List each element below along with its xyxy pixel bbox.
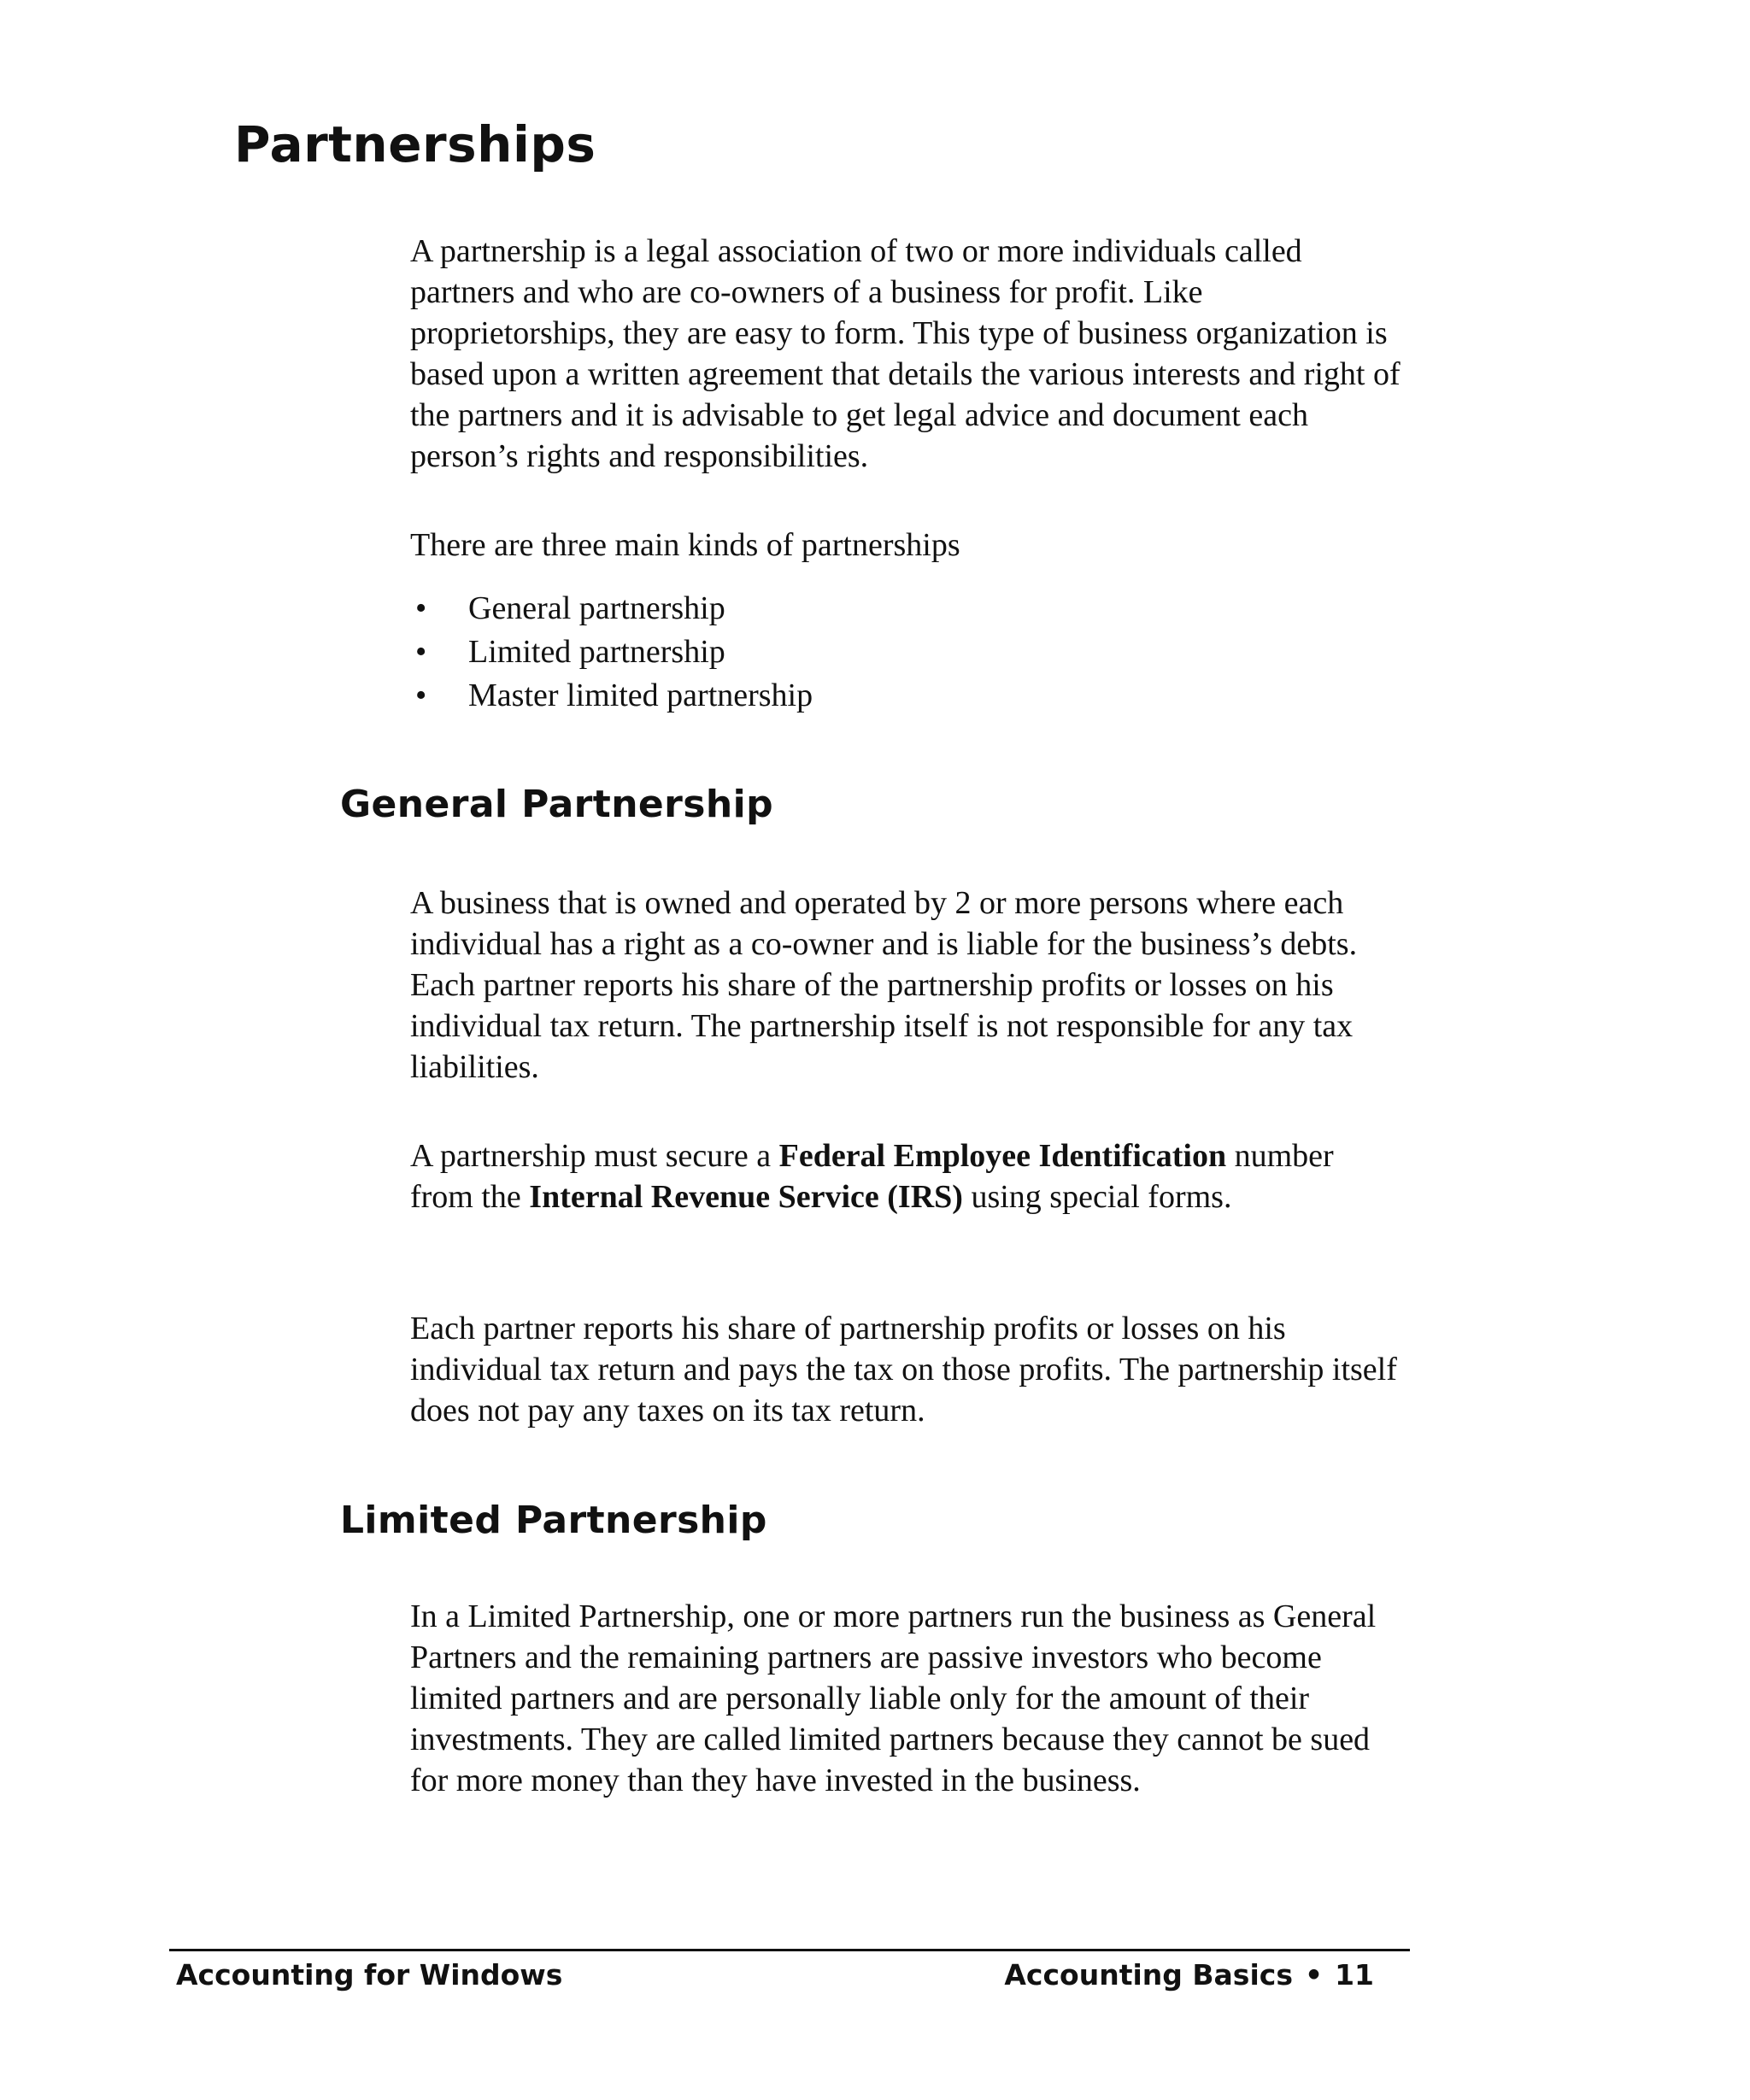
kinds-list	[410, 587, 1401, 718]
page-number: 11	[1335, 1958, 1374, 1991]
page-title: Partnerships	[234, 115, 596, 173]
text-run: number from the	[410, 1138, 1334, 1215]
limited-partnership-paragraph	[410, 1596, 1401, 1801]
kinds-intro-text: There are three main kinds of partnerships	[410, 527, 960, 563]
limited-partnership-heading: Limited Partnership	[340, 1499, 767, 1542]
text-run: A partnership must secure a	[410, 1138, 779, 1174]
general-partnership-heading: General Partnership	[340, 783, 773, 826]
list-item-label: Master limited partnership	[468, 678, 813, 713]
footer-divider	[169, 1949, 1410, 1951]
list-item	[410, 631, 1401, 674]
footer-book-title: Accounting for Windows	[176, 1958, 563, 1991]
list-item-label: Limited partnership	[468, 634, 725, 670]
list-item-label: General partnership	[468, 590, 725, 626]
footer-section-title: Accounting Basics	[1004, 1958, 1293, 1991]
bullet-icon: •	[415, 590, 427, 626]
general-partnership-paragraph-3	[410, 1308, 1401, 1431]
list-item	[410, 587, 1401, 631]
text-run: using special forms.	[962, 1179, 1232, 1215]
list-item	[410, 674, 1401, 718]
kinds-intro	[410, 525, 1401, 566]
footer-separator: •	[1304, 1958, 1324, 1991]
general-partnership-paragraph-2	[410, 1135, 1401, 1217]
bullet-icon: •	[415, 678, 427, 713]
limited-partnership-paragraph-text: In a Limited Partnership, one or more partners run the business as General Partners and the remaining partners are passive investors who become limited partners and are personally liable only for the amount of their investments. They are called limited partners because they cannot be sued for more money than they have invested in the business.	[410, 1598, 1377, 1798]
intro-paragraph	[410, 231, 1401, 477]
federal-employee-identification-term: Federal Employee Identification	[778, 1138, 1227, 1174]
general-partnership-paragraph-1	[410, 883, 1401, 1088]
general-partnership-paragraph-2-text	[410, 1135, 1401, 1217]
footer-page-info	[1004, 1958, 1374, 1992]
bullet-icon: •	[415, 634, 427, 670]
general-partnership-paragraph-1-text: A business that is owned and operated by 2 or more persons where each individual has a right as a co-owner and is liable for the business’s debts. Each partner reports his share of the partnership profits or losses on his individual tax return. The partnership itself is not responsible for any tax liabilities.	[410, 885, 1358, 1085]
irs-term: Internal Revenue Service (IRS)	[529, 1179, 963, 1215]
intro-paragraph-text: A partnership is a legal association of two or more individuals called partners and who are co-owners of a business for profit. Like proprietorships, they are easy to form. This type of business organization is based upon a written agreement that details the various interests and right of the partners and it is advisable to get legal advice and document each person’s rights and responsibilities.	[410, 233, 1401, 474]
general-partnership-paragraph-3-text: Each partner reports his share of partnership profits or losses on his individual tax return and pays the tax on those profits. The partnership itself does not pay any taxes on its tax return.	[410, 1311, 1397, 1428]
